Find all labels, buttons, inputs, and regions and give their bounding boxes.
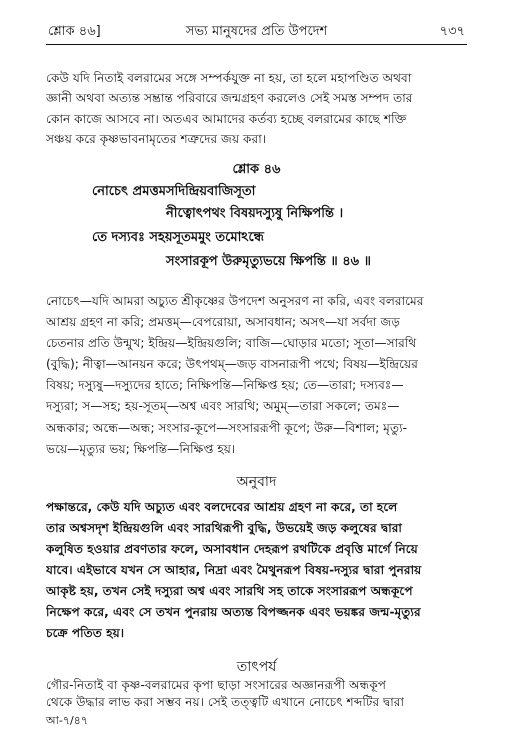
verse-line: নোচেৎ প্রমত্তমসদিন্দ্রিয়বাজিসূতা (92, 184, 256, 199)
verse-line: নীত্বোৎপথং বিষয়দস্যুষু নিক্ষিপন্তি । (166, 206, 344, 221)
intro-line: কোন কাজে আসবে না। অতএব আমাদের কর্তব্য হচ্ছে বলরামের কাছে শক্তি (46, 112, 407, 126)
synonym-line: নোচেৎ—যদি আমরা অচ্যুত শ্রীকৃষ্ণের উপদেশ অনুসরণ না করি, এবং বলরামের (46, 294, 424, 308)
synonym-line: আশ্রয় গ্রহণ না করি; প্রমত্তম্—বেপরোয়া, অসাবধান; অসৎ—যা সর্বদা জড় (46, 315, 400, 329)
intro-line: জ্ঞানী অথবা অত্যন্ত সম্ভ্রান্ত পরিবারে জন্মগ্রহণ করলেও সেই সমস্ত সম্পদ তার (46, 91, 413, 105)
synonym-line: ভয়ে—মৃত্যুর ভয়; ক্ষিপন্তি—নিক্ষিপ্ত হয়। (46, 442, 236, 456)
verse-line: সংসারকূপ উরুমৃত্যুভয়ে ক্ষিপন্তি ॥ ৪৬ ॥ (166, 254, 372, 269)
header-divider (46, 44, 467, 45)
page-number: ৭৩৭ (439, 24, 465, 39)
purport-heading: তাৎপর্য (236, 659, 277, 675)
synonym-line: দস্যুরা; স—সহ; হয়-সূতম্—অশ্ব এবং সারথি; অমুম্—তারা সকলে; তমঃ— (46, 399, 400, 413)
chapter-title: সভ্য মানুষদের প্রতি উপদেশ (185, 24, 328, 39)
translation-line: আকৃষ্ট হয়, তখন সেই দস্যুরা অশ্ব এবং সারথি সহ তাকে সংসাররূপ অন্ধকূপে (46, 584, 413, 598)
running-header (48, 22, 465, 40)
synonym-line: (বুদ্ধি); নীত্বা—আনয়ন করে; উৎপথম্—জড় বাসনারূপী পথে; বিষয়—ইন্দ্রিয়ের (46, 357, 418, 371)
synonym-line: চেতনার প্রতি উন্মুখ; ইন্দ্রিয়—ইন্দ্রিয়গুলি; বাজি—ঘোড়ার মতো; সূতা—সারথি (46, 336, 417, 350)
translation-line: নিক্ষেপ করে, এবং সে তখন পুনরায় অত্যন্ত বিপজ্জনক এবং ভয়ঙ্কর জন্ম-মৃত্যুর (46, 605, 421, 619)
signature-mark: আ-৭/৪৭ (46, 714, 88, 727)
intro-line: কেউ যদি নিতাই বলরামের সঙ্গে সম্পর্কযুক্ত না হয়, তা হলে মহাপণ্ডিত অথবা (46, 71, 412, 85)
translation-line: যাবে। এইভাবে যখন সে আহার, নিদ্রা এবং মৈথুনরূপ বিষয়-দস্যুর দ্বারা পুনরায় (46, 563, 422, 577)
translation-line: চক্রে পতিত হয়। (46, 626, 125, 640)
translation-heading: অনুবাদ (236, 474, 277, 490)
verse-heading: শ্লোক ৪৬ (232, 162, 281, 177)
verse-line: তে দস্যবঃ সহয়সূতমমুং তমোঽন্ধে (92, 230, 264, 245)
purport-line: থেকে উদ্ধার লাভ করা সম্ভব নয়। সেই তত্ত্বটি এখানে নোচেৎ শব্দটির দ্বারা (46, 695, 405, 709)
translation-line: পক্ষান্তরে, কেউ যদি অচ্যুত এবং বলদেবের আশ্রয় গ্রহণ না করে, তা হলে (46, 500, 398, 514)
synonym-line: বিষয়; দস্যুষু—দস্যুদের হাতে; নিক্ষিপন্তি—নিক্ষিপ্ত হয়; তে—তারা; দস্যবঃ— (46, 378, 404, 392)
translation-line: কলুষিত হওয়ার প্রবণতার ফলে, অসাবধান দেহরূপ রথটিকে প্রবৃত্তি মার্গে নিয়ে (46, 542, 418, 556)
translation-line: তার অশ্বসদৃশ ইন্দ্রিয়গুলি এবং সারথিরূপী বুদ্ধি, উভয়েই জড় কলুষের দ্বারা (46, 521, 402, 535)
purport-line: গৌর-নিতাই বা কৃষ্ণ-বলরামের কৃপা ছাড়া সংসারের অজ্ঞানরূপী অন্ধকূপ (46, 678, 387, 692)
synonym-line: অন্ধকার; অন্ধে—অন্ধ; সংসার-কূপে—সংসাররূপী কূপে; উরু—বিশাল; মৃত্যু- (46, 421, 408, 435)
verse-reference: শ্লোক ৪৬] (48, 24, 101, 39)
intro-line: সঞ্চয় করে কৃষ্ণভাবনামৃতের শত্রুদের জয় করা। (46, 132, 267, 146)
